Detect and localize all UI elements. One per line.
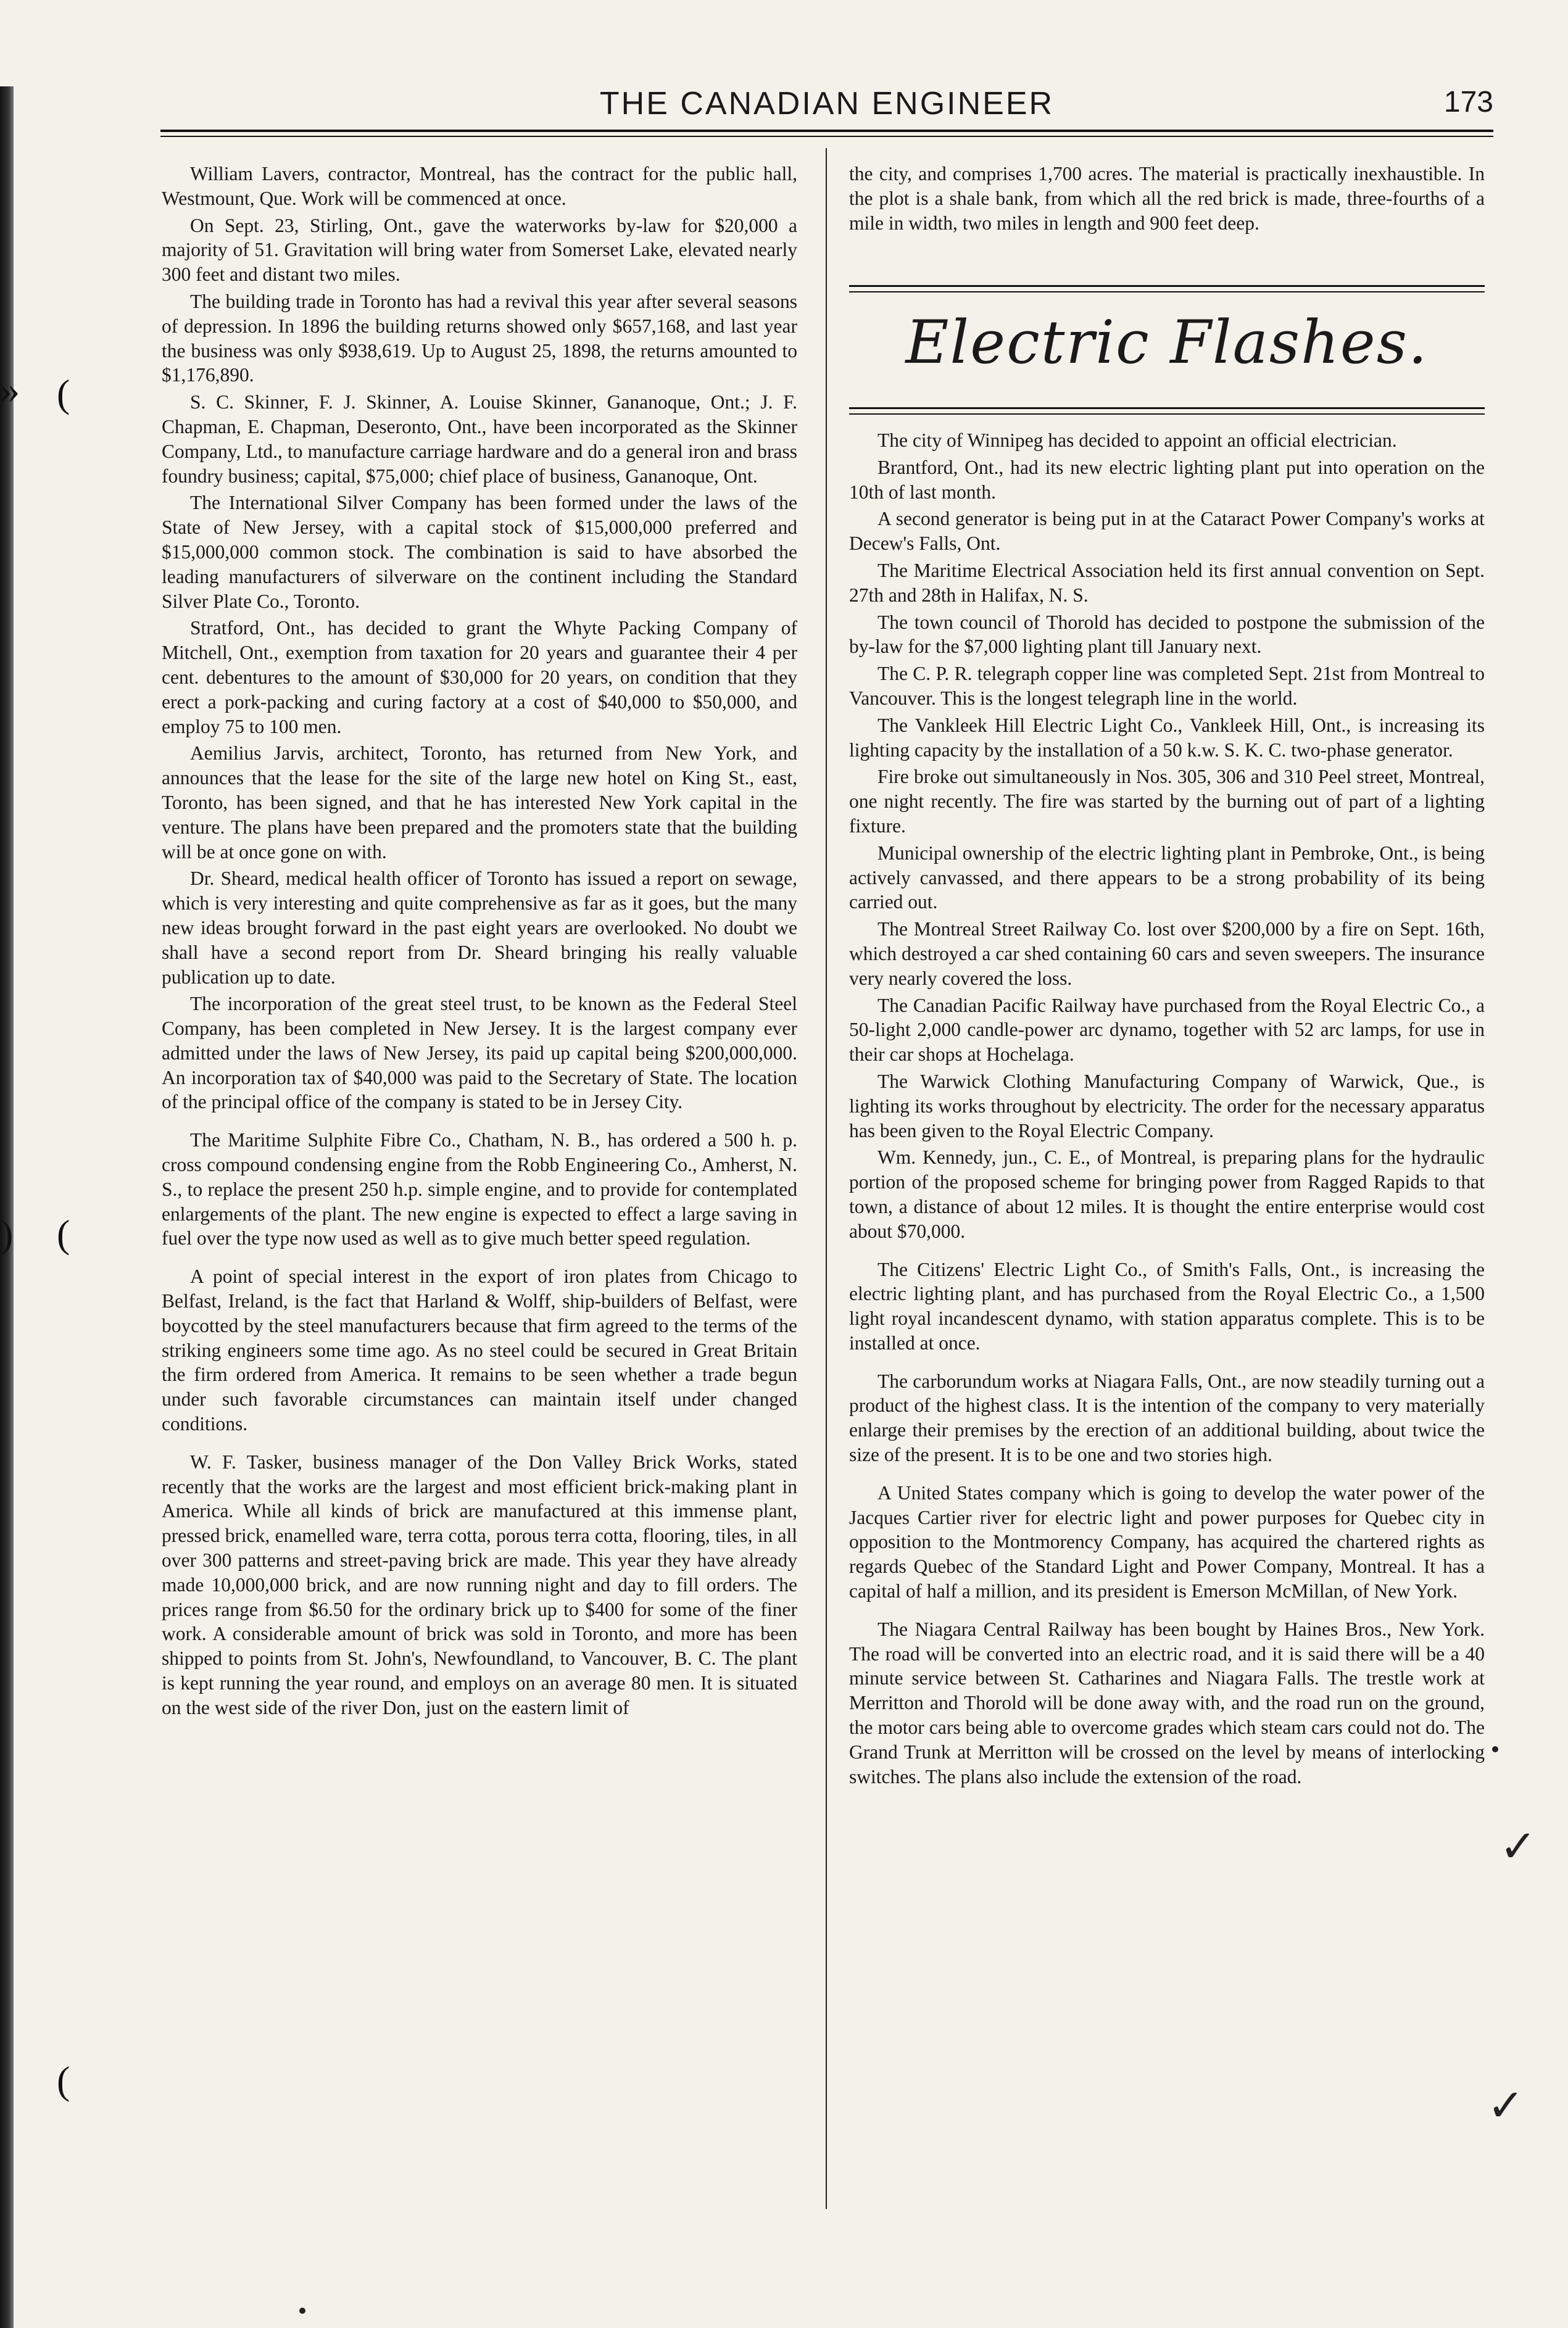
section-rule-top: [849, 285, 1485, 292]
right-column: [849, 428, 1485, 1791]
news-item: The Citizens' Electric Light Co., of Smith's Falls, Ont., is increasing the electric lighting plant, and has purchased from the Royal Electric Co., a 1,500 light royal incandescent dynamo, with station apparatus complete. This is to be installed at once.: [849, 1258, 1485, 1354]
news-item: The Canadian Pacific Railway have purchased from the Royal Electric Co., a 50-light 2,000 candle-power arc dynamo, together with 52 arc lamps, for use in their car shops at Hochelaga.: [849, 994, 1485, 1066]
margin-check-mark: ✓: [1500, 1822, 1537, 1871]
binding-edge: [0, 86, 14, 2328]
news-item: William Lavers, contractor, Montreal, has the contract for the public hall, Westmount, Que. Work will be commenced at once.: [162, 163, 797, 209]
news-item: The Montreal Street Railway Co. lost over $200,000 by a fire on Sept. 16th, which destroyed a car shed containing 60 cars and seven sweepers. The insurance very nearly covered the loss.: [849, 918, 1485, 989]
news-item: The carborundum works at Niagara Falls, Ont., are now steadily turning out a product of the highest class. It is the intention of the company to very materially enlarge their premises by the erection of an additional building, about twice the size of the present. It is to be one and two stories high.: [849, 1370, 1485, 1466]
news-item: Dr. Sheard, medical health officer of Toronto has issued a report on sewage, which is very interesting and quite comprehensive as far as it goes, but the many new ideas brought forward in the past eight years are overlooked. No doubt we shall have a second report from Dr. Sheard bringing his really valuable publication up to date.: [162, 868, 797, 988]
news-item: A United States company which is going to develop the water power of the Jacques Cartier river for electric light and power purposes for Quebec city in opposition to the Montmorency Company, has acquired the chartered rights as regards Quebec of the Standard Light and Power Company, Montreal. It has a capital of half a million, and its president is Emerson McMillan, of New York.: [849, 1481, 1485, 1602]
journal-title: THE CANADIAN ENGINEER: [599, 86, 1055, 122]
right-column-top: [849, 162, 1485, 238]
section-rule-bottom: [849, 407, 1485, 415]
news-item: Municipal ownership of the electric lighting plant in Pembroke, Ont., is being actively canvassed, and there appears to be a strong probability of its being carried out.: [849, 842, 1485, 913]
news-item: Stratford, Ont., has decided to grant the Whyte Packing Company of Mitchell, Ont., exemption from taxation for 20 years and guarantee their 4 per cent. debentures to the amount of $30,000 for 20 years, on condition that they erect a pork-packing and curing factory at a cost of $40,000 to $50,000, and employ 75 to 100 men.: [162, 617, 797, 737]
news-item: A point of special interest in the export of iron plates from Chicago to Belfast, Ireland, is the fact that Harland & Wolff, ship-builders of Belfast, were boycotted by the steel manufacturers because that firm agreed to the terms of the striking engineers some time ago. As no steel could be secured in Great Britain the firm ordered from America. It remains to be seen whether a trade begun under such favorable circumstances can maintain itself under changed conditions.: [162, 1265, 797, 1435]
left-column: [162, 162, 797, 1723]
news-item: The Vankleek Hill Electric Light Co., Vankleek Hill, Ont., is increasing its lighting capacity by the installation of a 50 k.w. S. K. C. two-phase generator.: [849, 714, 1485, 761]
section-heading: Electric Flashes.: [905, 308, 1429, 377]
news-item: Wm. Kennedy, jun., C. E., of Montreal, is preparing plans for the hydraulic portion of the proposed scheme for bringing power from Ragged Rapids to that town, a distance of about 12 miles. It is thought the entire enterprise would cost about $70,000.: [849, 1146, 1485, 1242]
page-number: 173: [1443, 86, 1493, 118]
news-item: S. C. Skinner, F. J. Skinner, A. Louise Skinner, Gananoque, Ont.; J. F. Chapman, E. Chapman, Deseronto, Ont., have been incorporated as the Skinner Company, Ltd., to manufacture carriage hardware and do a general iron and brass foundry business; capital, $75,000; chief place of business, Gananoque, Ont.: [162, 391, 797, 487]
ink-speck: [1492, 1746, 1498, 1752]
margin-bracket-mark: (: [57, 2058, 70, 2102]
news-item: The incorporation of the great steel trust, to be known as the Federal Steel Company, has been completed in New Jersey. It is the largest company ever admitted under the laws of New Jersey, its paid up capital being $200,000,000. An incorporation tax of $40,000 was paid to the Secretary of State. The location of the principal office of the company is stated to be in Jersey City.: [162, 993, 797, 1113]
column-divider: [826, 148, 827, 2209]
margin-bracket-mark: (: [57, 1212, 70, 1256]
margin-bracket-mark: ): [0, 1212, 14, 1256]
news-item-continued: the city, and comprises 1,700 acres. The material is practically inexhaustible. In the plot is a shale bank, from which all the red brick is made, three-fourths of a mile in width, two miles in length and 900 feet deep.: [849, 163, 1485, 234]
margin-bracket-mark: (: [57, 371, 70, 415]
news-item: W. F. Tasker, business manager of the Don Valley Brick Works, stated recently that the works are the largest and most efficient brick-making plant in America. While all kinds of brick are manufactured at this immense plant, pressed brick, enamelled ware, terra cotta, porous terra cotta, flooring, tiles, in all over 300 patterns and street-paving brick are made. This year they have already made 10,000,000 brick, and are now running night and day to fill orders. The prices range from $6.50 for the ordinary brick up to $400 for some of the finer work. A considerable amount of brick was sold in Toronto, and more has been shipped to points from St. John's, Newfoundland, to Vancouver, B. C. The plant is kept running the year round, and employs on an average 80 men. It is situated on the west side of the river Don, just on the eastern limit of: [162, 1451, 797, 1718]
news-item: The Maritime Electrical Association held its first annual convention on Sept. 27th and 28th in Halifax, N. S.: [849, 559, 1485, 606]
news-item: A second generator is being put in at the Cataract Power Company's works at Decew's Falls, Ont.: [849, 508, 1485, 555]
news-item: The International Silver Company has been formed under the laws of the State of New Jersey, with a capital stock of $15,000,000 preferred and $15,000,000 common stock. The combination is said to have absorbed the leading manufacturers of silverware on the continent including the Standard Silver Plate Co., Toronto.: [162, 492, 797, 612]
margin-check-mark: ✓: [1487, 2081, 1525, 2131]
news-item: The Warwick Clothing Manufacturing Company of Warwick, Que., is lighting its works throughout by electricity. The order for the necessary apparatus has been given to the Royal Electric Company.: [849, 1070, 1485, 1141]
news-item: Aemilius Jarvis, architect, Toronto, has returned from New York, and announces that the lease for the site of the large new hotel on King St., east, Toronto, has been signed, and that he has interested New York capital in the venture. The plans have been prepared and the promoters state that the building will be at once gone on with.: [162, 742, 797, 863]
news-item: The C. P. R. telegraph copper line was completed Sept. 21st from Montreal to Vancouver. This is the longest telegraph line in the world.: [849, 663, 1485, 709]
margin-bracket-mark: »: [0, 368, 20, 412]
news-item: The building trade in Toronto has had a revival this year after several seasons of depression. In 1896 the building returns showed only $657,168, and last year the business was only $938,619. Up to August 25, 1898, the returns amounted to $1,176,890.: [162, 290, 797, 386]
news-item: The Niagara Central Railway has been bought by Haines Bros., New York. The road will be converted into an electric road, and it is said there will be a 40 minute service between St. Catharines and Niagara Falls. The trestle work at Merritton and Thorold will be done away with, and the road run on the ground, the motor cars being able to overcome grades which steam cars could not do. The Grand Trunk at Merritton will be crossed on the level by means of interlocking switches. The plans also include the extension of the road.: [849, 1618, 1485, 1787]
news-item: Fire broke out simultaneously in Nos. 305, 306 and 310 Peel street, Montreal, one night recently. The fire was started by the burning out of part of a lighting fixture.: [849, 766, 1485, 837]
news-item: On Sept. 23, Stirling, Ont., gave the waterworks by-law for $20,000 a majority of 51. Gravitation will bring water from Somerset Lake, elevated nearly 300 feet and distant two miles.: [162, 214, 797, 286]
header-rule: [160, 130, 1493, 137]
news-item: The city of Winnipeg has decided to appoint an official electrician.: [877, 429, 1397, 451]
news-item: Brantford, Ont., had its new electric lighting plant put into operation on the 10th of last month.: [849, 456, 1485, 503]
ink-speck: [299, 2308, 305, 2314]
news-item: The town council of Thorold has decided to postpone the submission of the by-law for the $7,000 lighting plant till January next.: [849, 611, 1485, 658]
news-item: The Maritime Sulphite Fibre Co., Chatham, N. B., has ordered a 500 h. p. cross compound condensing engine from the Robb Engineering Co., Amherst, N. S., to replace the present 250 h.p. simple engine, and to provide for contemplated enlargements of the plant. The new engine is expected to effect a large saving in fuel over the type now used as well as to give much better speed regulation.: [162, 1129, 797, 1249]
page-header: [160, 85, 1493, 130]
